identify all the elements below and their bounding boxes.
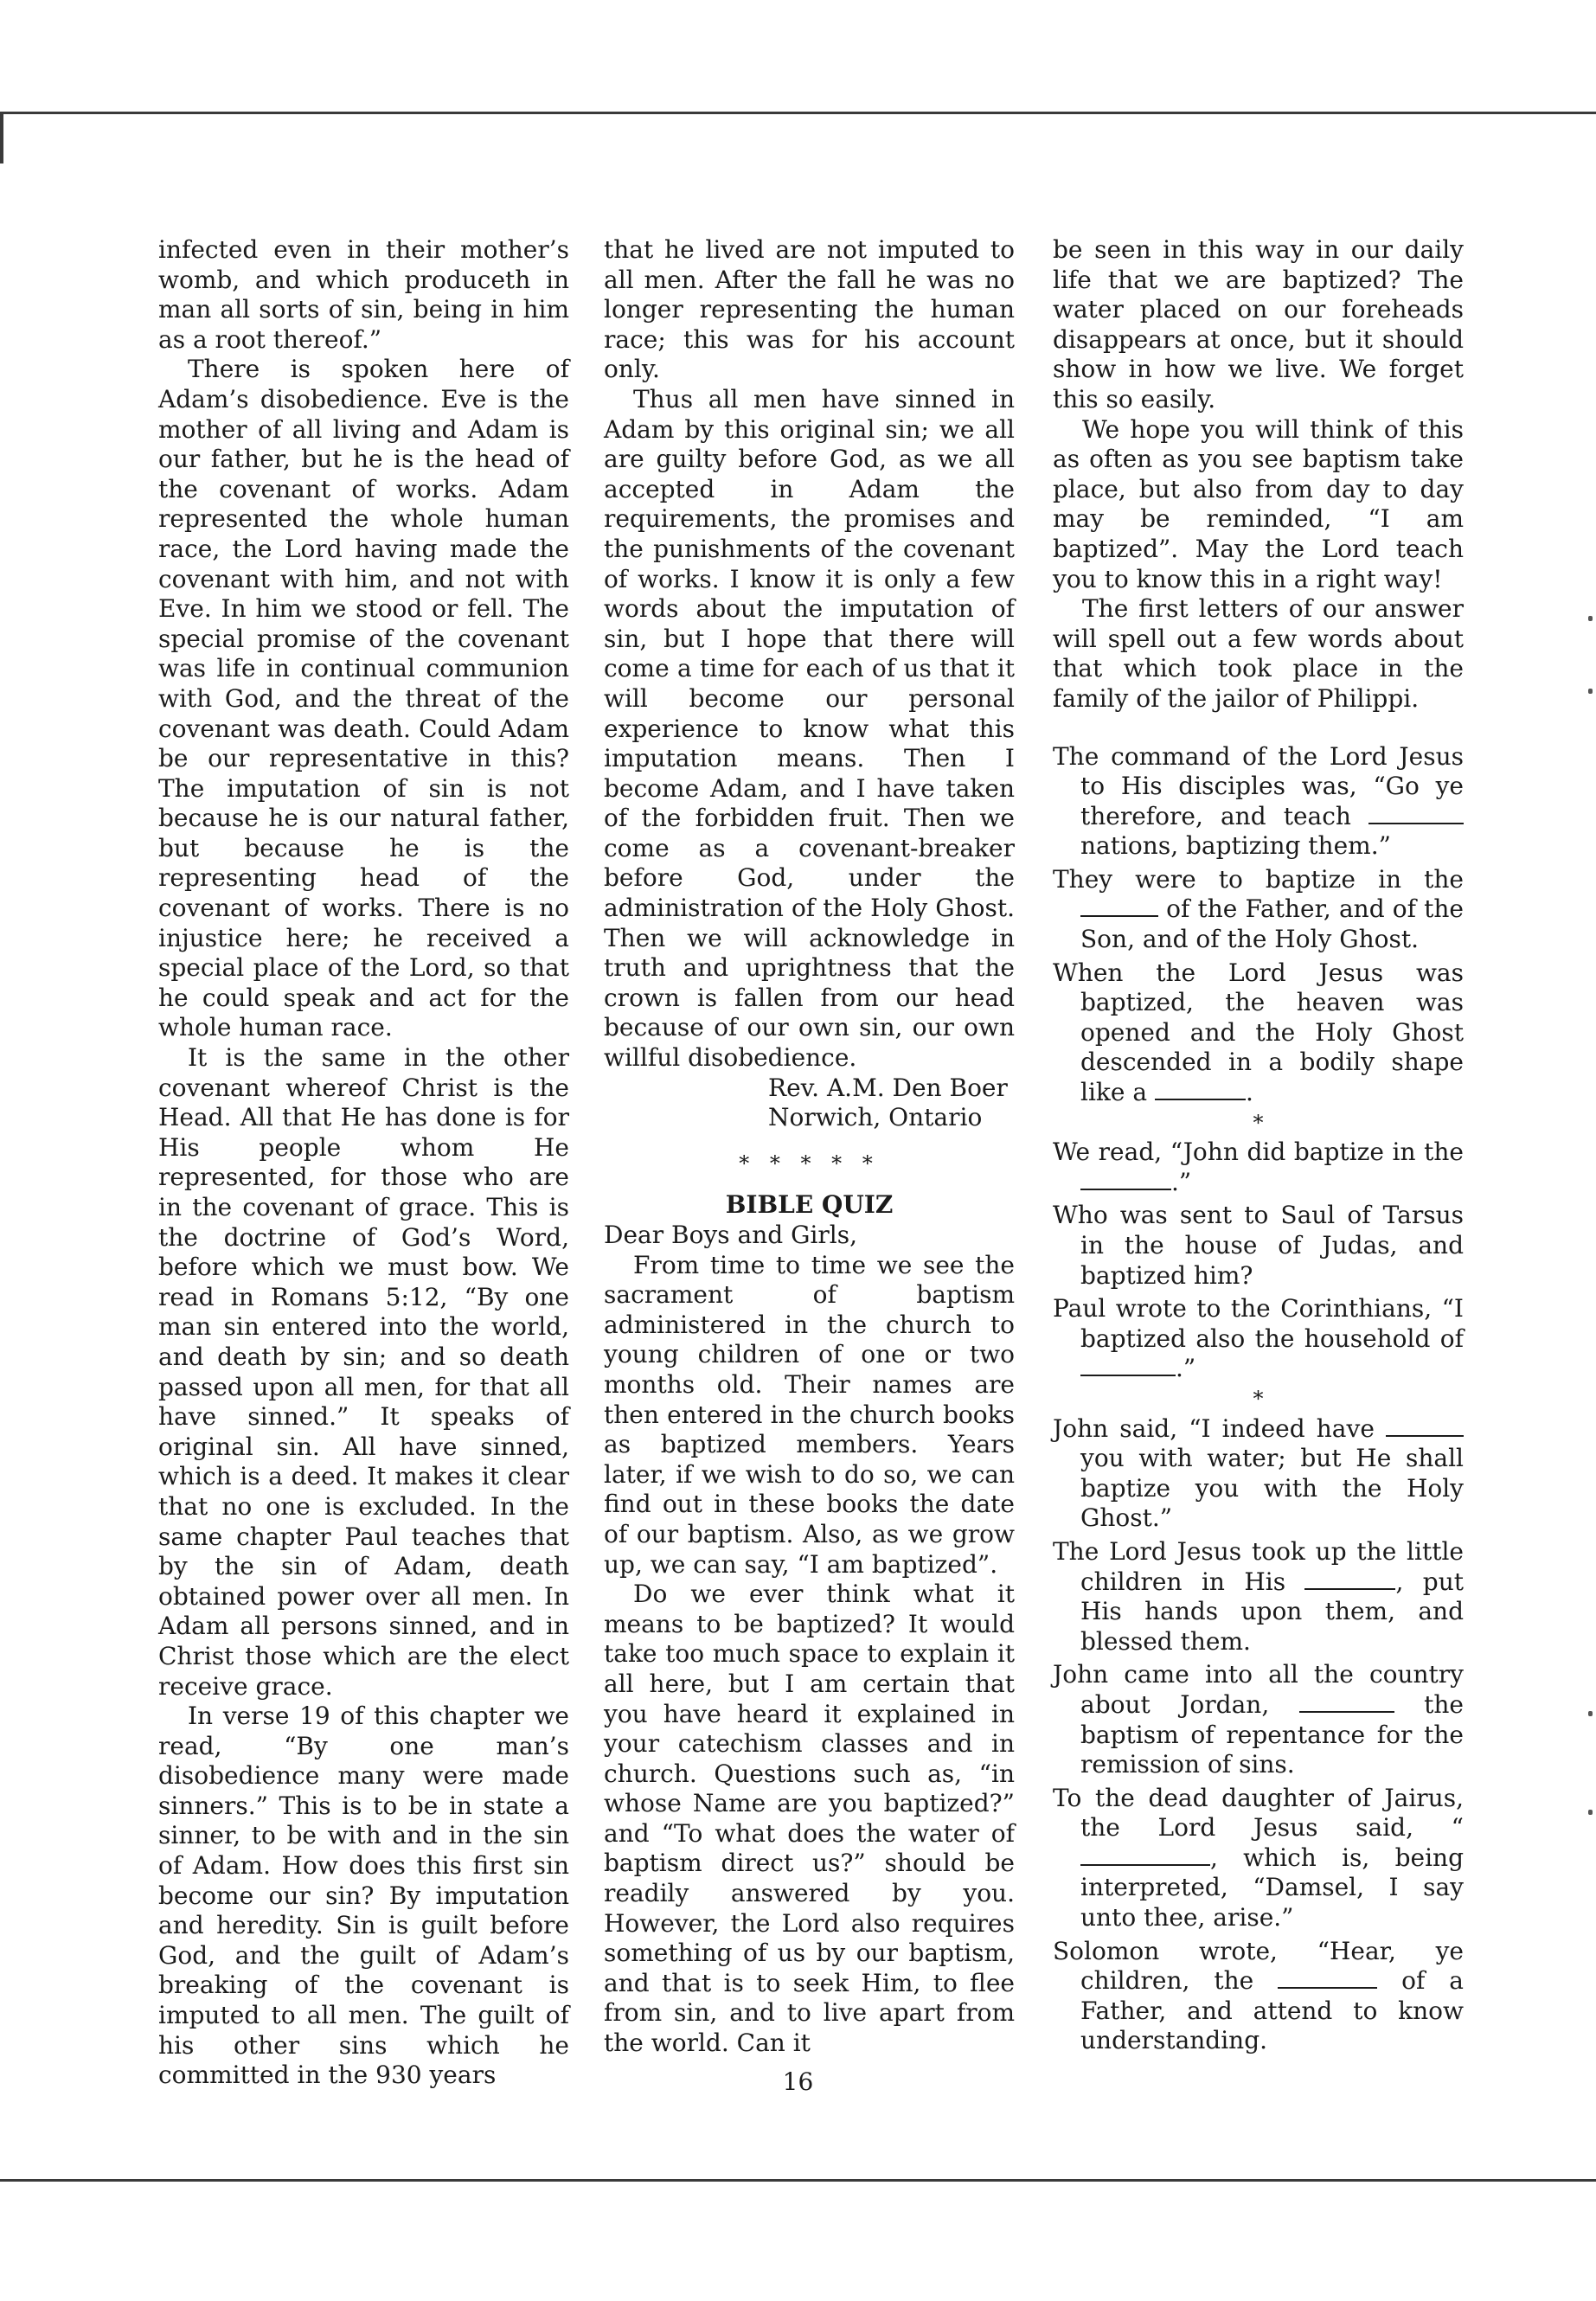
question-text: Who was sent to Saul of Tarsus in the house of Judas, and baptized him? — [1053, 1201, 1464, 1290]
question-text: , which is, being interpreted, “Damsel, I say unto thee, arise.” — [1080, 1843, 1464, 1932]
paragraph: Thus all men have sinned in Adam by this original sin; we all are guilty before God, as we all accepted in Adam the requirements, the promises and the punishments of the covenant of works. I know it is only a few words about the imputation of sin, but I hope that there will come a time for each of us that it will become our personal experience to know what this imputation means. Then I become Adam, and I have taken of the forbidden fruit. Then we come as a covenant-breaker before God, under the administration of the Holy Ghost. Then we will acknowledge in truth and uprightness that the crown is fallen from our head because of our own sin, our own willful disobedience. — [604, 384, 1015, 1073]
question-text: Solomon wrote, “Hear, ye children, the — [1053, 1936, 1464, 1996]
quiz-question — [1053, 958, 1464, 1108]
quiz-questions-group-1 — [1053, 742, 1464, 1108]
paragraph: It is the same in the other covenant whereof Christ is the Head. All that He has done is for His people whom He represented, for those who are in the covenant of grace. This is the doctrine of God’s Word, before which we must bow. We read in Romans 5:12, “By one man sin entered into the world, and death by sin; and so death passed upon all men, for that all have sinned.” It speaks of original sin. All have sinned, which is a deed. It makes it clear that no one is excluded. In the same chapter Paul teaches that by the sin of Adam, death obtained power over all men. In Adam all persons sinned, and in Christ those which are the elect receive grace. — [158, 1043, 569, 1701]
quiz-question — [1053, 865, 1464, 955]
question-text: , put His hands upon them, and blessed them. — [1080, 1567, 1464, 1656]
question-text: John came into all the country about Jordan, — [1053, 1660, 1464, 1719]
question-text: you with water; but He shall baptize you with the Holy Ghost.” — [1080, 1444, 1464, 1533]
quiz-question — [1053, 1660, 1464, 1779]
question-text: .” — [1171, 1167, 1192, 1196]
column-3 — [1053, 235, 1464, 2056]
paragraph: infected even in their mother’s womb, and which produceth in man all sorts of sin, being in him as a root thereof.” — [158, 235, 569, 354]
signature-place: Norwich, Ontario — [768, 1103, 983, 1132]
paragraph: In verse 19 of this chapter we read, “By one man’s disobedience many were made sinners.” This is to be in state a sinner, to be with and in the sin of Adam. How does this first sin become our sin? By imputation and heredity. Sin is guilt before God, and the guilt of Adam’s breaking of the covenant is imputed to all men. The guilt of his other sins which he committed in the 930 years — [158, 1702, 569, 2090]
quiz-question — [1053, 1294, 1464, 1384]
question-text: When the Lord Jesus was baptized, the heaven was opened and the Holy Ghost descended in a bodily shape like a — [1053, 958, 1464, 1107]
question-text: the baptism of repentance for the remission of sins. — [1080, 1689, 1464, 1779]
answer-blank — [1080, 1847, 1210, 1866]
left-edge-mark — [0, 112, 3, 163]
top-rule — [0, 112, 1596, 114]
question-text: We read, “John did baptize in the — [1053, 1138, 1464, 1167]
answer-blank — [1080, 898, 1158, 917]
paragraph: There is spoken here of Adam’s disobedience. Eve is the mother of all living and Adam is our father, but he is the head of the covenant of works. Adam represented the whole human race, the Lord having made the covenant with him, and not with Eve. In him we stood or fell. The special promise of the covenant was life in continual communion with God, and the threat of the covenant was death. Could Adam be our representative in this? The imputation of sin is not because he is our natural father, but because he is the representing head of the covenant of works. There is no injustice here; he received a special place of the Lord, so that he could speak and act for the whole human race. — [158, 355, 569, 1042]
question-text: The Lord Jesus took up the little children in His — [1053, 1536, 1464, 1596]
margin-mark — [1588, 689, 1593, 694]
quiz-questions-group-2 — [1053, 1138, 1464, 1384]
question-text: of the Father, and of the Son, and of the Holy Ghost. — [1080, 894, 1464, 954]
question-text: Paul wrote to the Corinthians, “I baptized also the household of — [1053, 1294, 1464, 1353]
quiz-question — [1053, 1937, 1464, 2056]
paragraph: We hope you will think of this as often as you see baptism take place, but also from day to day may be reminded, “I am baptized”. May the Lord teach you to know this in a right way! — [1053, 414, 1464, 593]
quiz-separator-star: * — [1253, 1110, 1264, 1135]
question-text: The command of the Lord Jesus to His disciples was, “Go ye therefore, and teach — [1053, 741, 1464, 830]
quiz-question — [1053, 742, 1464, 862]
answer-blank — [1155, 1081, 1246, 1100]
question-text: .” — [1176, 1354, 1196, 1383]
question-text: . — [1245, 1078, 1253, 1107]
bottom-rule — [0, 2179, 1596, 2182]
paragraph: Do we ever think what it means to be baptized? It would take too much space to explain it all here, but I am certain that you have heard it explained in your catechism classes and in church. Questions such as, “in whose Name are you baptized?” and “To what does the water of baptism direct us?” should be readily answered by you. However, the Lord also requires something of us by our baptism, and that is to seek Him, to flee from sin, and to live apart from the world. Can it — [604, 1580, 1015, 2058]
question-text: To the dead daughter of Jairus, the Lord Jesus said, “ — [1053, 1783, 1464, 1843]
quiz-question — [1053, 1537, 1464, 1657]
question-text: John said, “I indeed have — [1053, 1413, 1386, 1443]
spacer — [1053, 715, 1464, 742]
answer-blank — [1080, 1171, 1171, 1190]
answer-blank — [1368, 805, 1464, 824]
paragraph: From time to time we see the sacrament of baptism administered in the church to young children of one or two months old. Their names are then entered in the church books as baptized members. Years later, if we wish to do so, we can find out in these books the date of our baptism. Also, as we grow up, we can say, “I am baptized”. — [604, 1250, 1015, 1579]
page-number: 16 — [782, 2067, 814, 2096]
column-2 — [604, 235, 1015, 2059]
question-text: of a Father, and attend to know understanding. — [1080, 1966, 1464, 2055]
paragraph: be seen in this way in our daily life that we are baptized? The water placed on our foreheads disappears at once, but it should show in how we live. We forget this so easily. — [1053, 235, 1464, 413]
answer-blank — [1299, 1694, 1394, 1713]
quiz-question — [1053, 1201, 1464, 1291]
margin-mark — [1588, 1711, 1593, 1716]
salutation: Dear Boys and Girls, — [604, 1221, 858, 1249]
quiz-separator-star: * — [1253, 1386, 1264, 1411]
quiz-question — [1053, 1138, 1464, 1197]
quiz-title: BIBLE QUIZ — [725, 1190, 894, 1220]
section-separator: * * * * * — [739, 1150, 880, 1176]
answer-blank — [1080, 1357, 1176, 1376]
question-text: nations, baptizing them.” — [1080, 831, 1391, 861]
quiz-question — [1053, 1784, 1464, 1933]
paragraph: that he lived are not imputed to all men. After the fall he was no longer representing the human race; this was for his account only. — [604, 235, 1015, 384]
quiz-questions-group-3 — [1053, 1414, 1464, 2056]
signature-name: Rev. A.M. Den Boer — [768, 1073, 1008, 1102]
question-text: They were to baptize in the — [1053, 864, 1464, 894]
answer-blank — [1304, 1571, 1395, 1590]
column-1 — [158, 235, 569, 2091]
answer-blank — [1386, 1418, 1464, 1437]
quiz-question — [1053, 1414, 1464, 1534]
answer-blank — [1278, 1970, 1377, 1989]
paragraph: The first letters of our answer will spell out a few words about that which took place in the family of the jailor of Philippi. — [1053, 594, 1464, 713]
margin-mark — [1588, 616, 1593, 621]
margin-mark — [1588, 1810, 1593, 1815]
